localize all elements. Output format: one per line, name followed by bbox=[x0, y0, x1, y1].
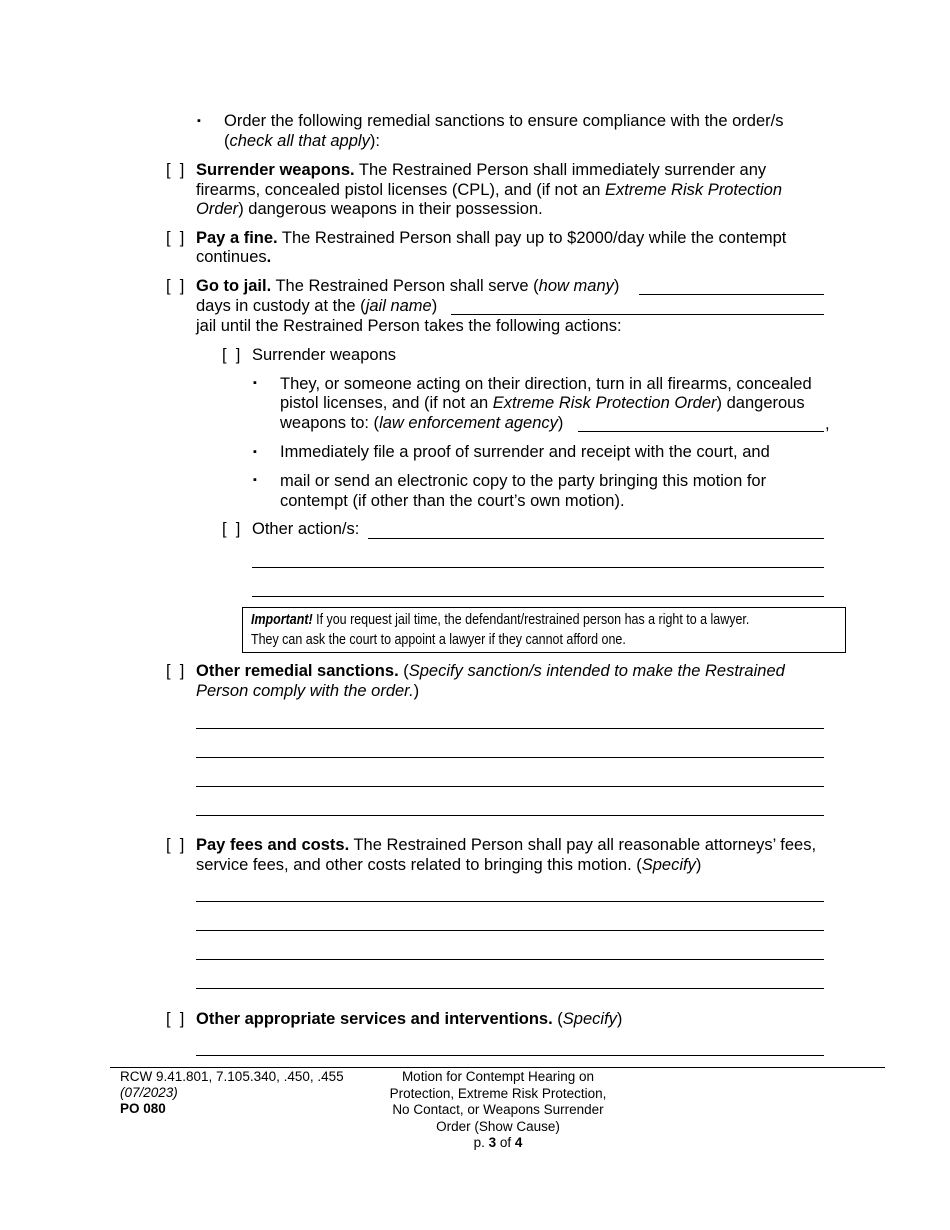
services-line: Other appropriate services and interventions. (Specify) bbox=[196, 1010, 623, 1028]
remedial-field-4[interactable] bbox=[196, 815, 824, 816]
checkbox-other-services[interactable]: [ ] bbox=[166, 1010, 185, 1028]
footer-title: Motion for Contempt Hearing on Protection, Extreme Risk Protection, No Contact, or Weapons Surrender Order (Show Cause) p. 3 of 4 bbox=[358, 1069, 638, 1152]
footer-date: (07/2023) bbox=[120, 1085, 178, 1100]
intro-line-2: (check all that apply): bbox=[224, 132, 380, 150]
remedial-line-1: Other remedial sanctions. (Specify sanction/s intended to make the Restrained bbox=[196, 662, 785, 680]
remedial-field-2[interactable] bbox=[196, 757, 824, 758]
fees-field-3[interactable] bbox=[196, 959, 824, 960]
fees-line-2: service fees, and other costs related to bringing this motion. (Specify) bbox=[196, 856, 702, 874]
fees-line-1: Pay fees and costs. The Restrained Person shall pay all reasonable attorneys’ fees, bbox=[196, 836, 817, 854]
surrender-line-3: Order) dangerous weapons in their possession. bbox=[196, 200, 543, 218]
other-action-label: Other action/s: bbox=[252, 520, 360, 538]
fine-line-1: Pay a fine. The Restrained Person shall pay up to $2000/day while the contempt bbox=[196, 229, 787, 247]
checkbox-pay-fine[interactable]: [ ] bbox=[166, 229, 185, 247]
jail-days-field[interactable] bbox=[639, 294, 824, 295]
fees-field-4[interactable] bbox=[196, 988, 824, 989]
other-action-field-1[interactable] bbox=[368, 538, 824, 539]
bullet: ▪ bbox=[253, 377, 257, 389]
sub3-line-1: mail or send an electronic copy to the party bringing this motion for bbox=[280, 472, 767, 490]
services-field-1[interactable] bbox=[196, 1055, 824, 1056]
footer-form-number: PO 080 bbox=[120, 1101, 166, 1116]
page-number: p. 3 of 4 bbox=[473, 1135, 523, 1150]
other-action-field-2[interactable] bbox=[252, 567, 824, 568]
sub3-line-2: contempt (if other than the court’s own motion). bbox=[280, 492, 625, 510]
comma: , bbox=[825, 415, 830, 433]
sub2-line: Immediately file a proof of surrender and receipt with the court, and bbox=[280, 443, 770, 461]
jail-line-3: jail until the Restrained Person takes the following actions: bbox=[196, 317, 622, 335]
surrender-line-2: firearms, concealed pistol licenses (CPL), and (if not an Extreme Risk Protection bbox=[196, 181, 783, 199]
remedial-field-1[interactable] bbox=[196, 728, 824, 729]
surrender-option-label: Surrender weapons bbox=[252, 346, 397, 364]
jail-line-2: days in custody at the (jail name) bbox=[196, 297, 438, 315]
remedial-field-3[interactable] bbox=[196, 786, 824, 787]
other-action-field-3[interactable] bbox=[252, 596, 824, 597]
checkbox-go-to-jail[interactable]: [ ] bbox=[166, 277, 185, 295]
checkbox-other-action[interactable]: [ ] bbox=[222, 520, 241, 538]
sub1-line-1: They, or someone acting on their direction, turn in all firearms, concealed bbox=[280, 375, 812, 393]
sub1-line-2: pistol licenses, and (if not an Extreme Risk Protection Order) dangerous bbox=[280, 394, 805, 412]
checkbox-pay-fees[interactable]: [ ] bbox=[166, 836, 185, 854]
remedial-line-2: Person comply with the order.) bbox=[196, 682, 420, 700]
checkbox-surrender-option[interactable]: [ ] bbox=[222, 346, 241, 364]
intro-line-1: Order the following remedial sanctions to ensure compliance with the order/s bbox=[224, 112, 784, 130]
important-notice: Important! If you request jail time, the defendant/restrained person has a right to a lawyer. They can ask the court to appoint a lawyer if they cannot afford one. bbox=[242, 607, 846, 653]
bullet: ▪ bbox=[253, 474, 257, 486]
fine-line-2: continues. bbox=[196, 248, 272, 266]
bullet: ▪ bbox=[197, 115, 201, 127]
surrender-line-1: Surrender weapons. The Restrained Person shall immediately surrender any bbox=[196, 161, 767, 179]
footer-divider bbox=[110, 1067, 885, 1068]
footer-rcw: RCW 9.41.801, 7.105.340, .450, .455 bbox=[120, 1069, 344, 1084]
checkbox-surrender-weapons[interactable]: [ ] bbox=[166, 161, 185, 179]
sub1-line-3: weapons to: (law enforcement agency) bbox=[280, 414, 564, 432]
fees-field-2[interactable] bbox=[196, 930, 824, 931]
jail-name-field[interactable] bbox=[451, 314, 824, 315]
jail-line-1: Go to jail. The Restrained Person shall serve (how many) bbox=[196, 277, 620, 295]
checkbox-other-remedial[interactable]: [ ] bbox=[166, 662, 185, 680]
law-enforcement-agency-field[interactable] bbox=[578, 431, 824, 432]
bullet: ▪ bbox=[253, 446, 257, 458]
fees-field-1[interactable] bbox=[196, 901, 824, 902]
